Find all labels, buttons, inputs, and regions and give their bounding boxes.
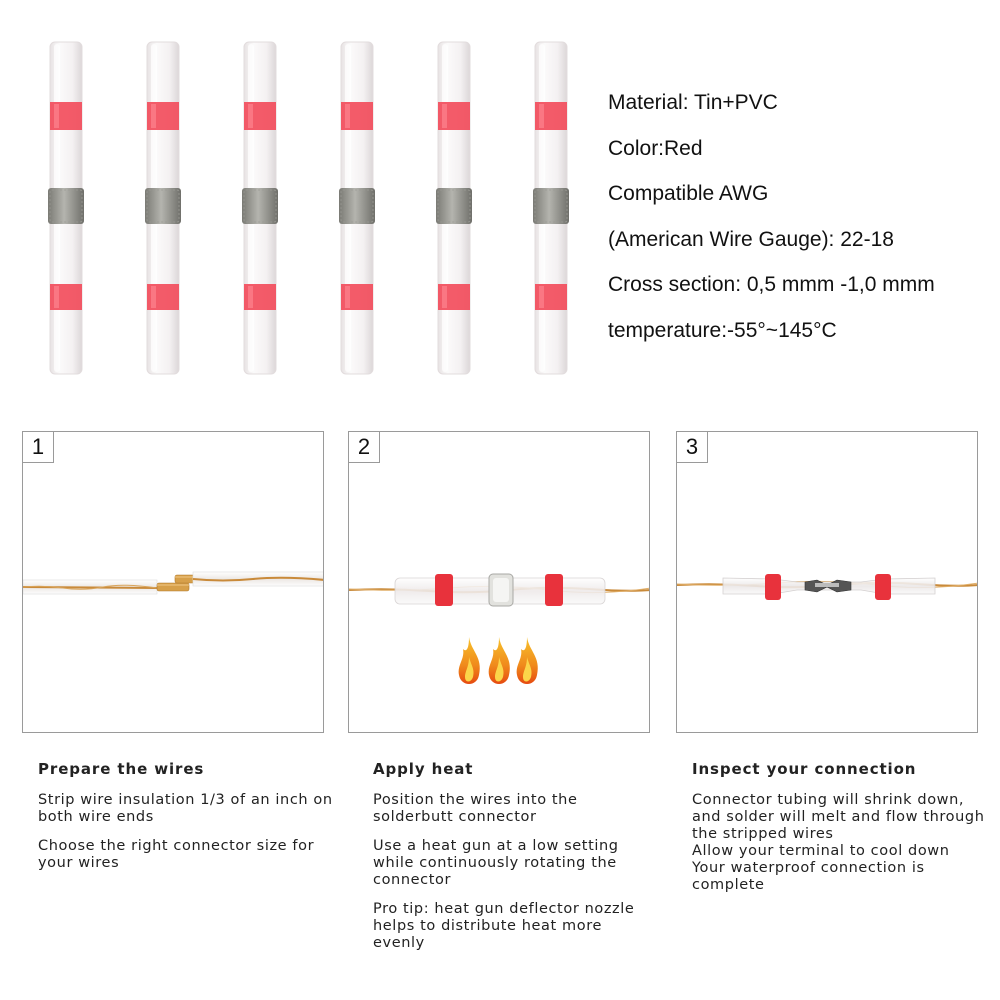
inspect-connection-illustration	[677, 432, 978, 733]
connector-svg	[48, 40, 84, 376]
step-paragraph: Use a heat gun at a low setting while continuously rotating the connector	[373, 838, 619, 888]
apply-heat-illustration	[349, 432, 650, 733]
step-number: 1	[23, 432, 54, 463]
step-paragraph: Choose the right connector size for your wires	[38, 838, 315, 871]
step-paragraph: Strip wire insulation 1/3 of an inch on both wire ends	[38, 792, 333, 825]
connector-svg	[533, 40, 569, 376]
step-paragraph: Pro tip: heat gun deflector nozzle helps to distribute heat more evenly	[373, 901, 635, 951]
step-paragraph: Your waterproof connection is complete	[692, 860, 925, 893]
step-paragraph: Position the wires into the solderbutt connector	[373, 792, 578, 825]
solder-connector-image	[436, 40, 472, 376]
spec-list	[608, 80, 998, 353]
flame-icon	[489, 637, 510, 684]
flame-icon	[459, 637, 480, 684]
connector-svg	[145, 40, 181, 376]
prepare-wires-illustration	[23, 432, 324, 733]
spec-color: Color:Red	[608, 136, 703, 160]
connector-svg	[436, 40, 472, 376]
solder-connector-image	[145, 40, 181, 376]
spec-awg: Compatible AWG	[608, 182, 769, 205]
spec-awg-range: (American Wire Gauge): 22-18	[608, 227, 894, 251]
solder-connector-image	[48, 40, 84, 376]
connector-svg	[339, 40, 375, 376]
step-title: Prepare the wires	[38, 760, 205, 778]
step-paragraph: Connector tubing will shrink down, and solder will melt and flow through the stripped wires	[692, 792, 985, 842]
step-1-text	[38, 760, 343, 884]
step-title: Apply heat	[373, 760, 474, 778]
spec-material: Material: Tin+PVC	[608, 91, 778, 114]
step-paragraph: Allow your terminal to cool down	[692, 843, 950, 859]
flame-icon	[517, 637, 538, 684]
solder-connector-image	[533, 40, 569, 376]
step-3-panel	[676, 431, 978, 733]
step-number: 2	[349, 432, 380, 463]
solder-connector-image	[242, 40, 278, 376]
connector-svg	[242, 40, 278, 376]
step-2-panel	[348, 431, 650, 733]
spec-cross-section: Cross section: 0,5 mmm -1,0 mmm	[608, 273, 935, 296]
step-3-text	[692, 760, 992, 894]
step-number: 3	[677, 432, 708, 463]
spec-temperature: temperature:-55°~145°C	[608, 318, 837, 342]
step-2-text	[373, 760, 653, 964]
connector-product-row	[0, 0, 600, 390]
step-1-panel	[22, 431, 324, 733]
solder-connector-image	[339, 40, 375, 376]
step-title: Inspect your connection	[692, 760, 917, 778]
